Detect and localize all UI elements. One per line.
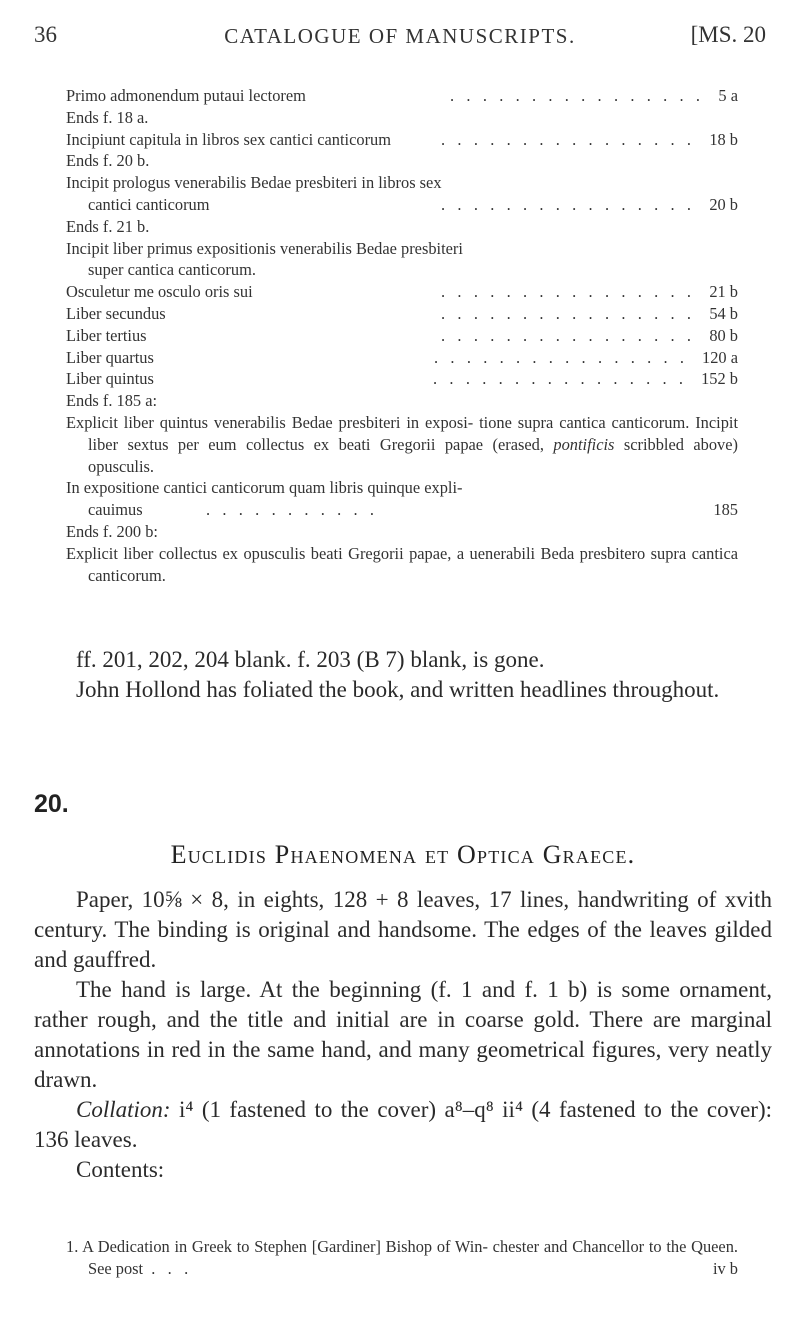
paragraph-hand: The hand is large. At the beginning (f. 1 and f. 1 b) is some ornament, rather rough, and the title and initial are in coarse gold. There are marginal annotations in red in the same hand, and many geometrical figures, very neatly drawn. bbox=[34, 977, 772, 1092]
entry-description bbox=[34, 885, 772, 1185]
paragraph-collation: Collation: i⁴ (1 fastened to the cover) a⁸–q⁸ ii⁴ (4 fastened to the cover): 136 leaves. bbox=[34, 1097, 772, 1152]
pontificis-italic: pontificis bbox=[553, 434, 615, 454]
toc-row: Primo admonendum putaui lectorem . . . . . . . . . . . . . . . . 5 a bbox=[66, 86, 738, 105]
ends-200: Ends f. 200 b: bbox=[66, 521, 158, 541]
page-ref: 152 b bbox=[701, 369, 738, 389]
contents-heading: Contents: bbox=[76, 1157, 165, 1182]
page-ref: 21 b bbox=[709, 282, 738, 302]
page-ref: 80 b bbox=[709, 325, 738, 345]
toc-row: Liber secundus . . . . . . . . . . . . . . . . 54 b bbox=[66, 303, 738, 323]
contents-list bbox=[66, 1236, 738, 1280]
collation-label: Collation: bbox=[76, 1097, 171, 1122]
ms-reference: [MS. 20 bbox=[690, 22, 766, 47]
toc-note: Incipit liber primus expositionis venerabilis Bedae presbiteri bbox=[66, 238, 463, 258]
note-hollond: John Hollond has foliated the book, and written headlines throughout. bbox=[76, 677, 720, 702]
toc-note: Ends f. 21 b. bbox=[66, 216, 150, 236]
toc-row: Osculetur me osculo oris sui . . . . . . . . . . . . . . . . 21 b bbox=[66, 282, 738, 302]
in-expositione-line: In expositione cantici canticorum quam libris quinque expli- bbox=[66, 478, 463, 498]
entry-title: Euclidis Phaenomena et Optica Graece. bbox=[170, 840, 636, 869]
explicit-text-1: Explicit liber quintus venerabilis Bedae presbiteri in exposi- tione supra cantica canticorum. Incipit liber sextus per eum collectus ex beati Gregorii papae (erased, pontificis scribbled above) opusculis. bbox=[66, 413, 738, 476]
contents-item: 1. A Dedication in Greek to Stephen [Gardiner] Bishop of Win- chester and Chancellor to the Queen. See post . . . iv b bbox=[66, 1237, 738, 1278]
toc-row: Liber quintus . . . . . . . . . . . . . . . . 152 b bbox=[66, 369, 738, 389]
page-ref: 54 b bbox=[709, 303, 738, 323]
running-title: CATALOGUE OF MANUSCRIPTS. bbox=[224, 24, 576, 48]
toc-note: Ends f. 20 b. bbox=[66, 151, 150, 171]
toc-row: cantici canticorum . . . . . . . . . . . . . . . . 20 b bbox=[88, 194, 738, 214]
previous-contents-list bbox=[66, 85, 738, 412]
page-ref: 20 b bbox=[709, 194, 738, 214]
page-ref: 18 b bbox=[709, 129, 738, 149]
page-ref: 120 a bbox=[702, 347, 738, 367]
toc-note: super cantica canticorum. bbox=[88, 260, 256, 280]
entry-number: 20. bbox=[34, 790, 69, 818]
page-ref: iv b bbox=[712, 1258, 738, 1278]
toc-row: Incipiunt capitula in libros sex cantici canticorum . . . . . . . . . . . . . . . . 18 b bbox=[66, 129, 738, 149]
cauimus-row: cauimus . . . . . . . . . . . 185 bbox=[88, 500, 738, 520]
toc-row: Liber tertius . . . . . . . . . . . . . . . . 80 b bbox=[66, 325, 738, 345]
notes-block bbox=[34, 645, 772, 705]
explicit-block bbox=[66, 412, 738, 586]
explicit-text-2: Explicit liber collectus ex opusculis beati Gregorii papae, a uenerabili Beda presbitero supra cantica canticorum. bbox=[66, 543, 738, 585]
toc-note: Ends f. 185 a: bbox=[66, 391, 158, 411]
toc-row: Liber quartus . . . . . . . . . . . . . . . . 120 a bbox=[66, 347, 738, 367]
note-blank-leaves: ff. 201, 202, 204 blank. f. 203 (B 7) blank, is gone. bbox=[76, 647, 545, 672]
paragraph-physical: Paper, 10⅝ × 8, in eights, 128 + 8 leaves, 17 lines, handwriting of xvith century. The binding is original and handsome. The edges of the leaves gilded and gauffred. bbox=[34, 887, 772, 972]
page-ref: 5 a bbox=[718, 86, 738, 105]
page-number: 36 bbox=[34, 22, 57, 47]
toc-note: Ends f. 18 a. bbox=[66, 107, 149, 127]
page-ref: 185 bbox=[713, 500, 738, 520]
toc-note: Incipit prologus venerabilis Bedae presbiteri in libros sex bbox=[66, 173, 442, 193]
running-header bbox=[34, 22, 766, 52]
